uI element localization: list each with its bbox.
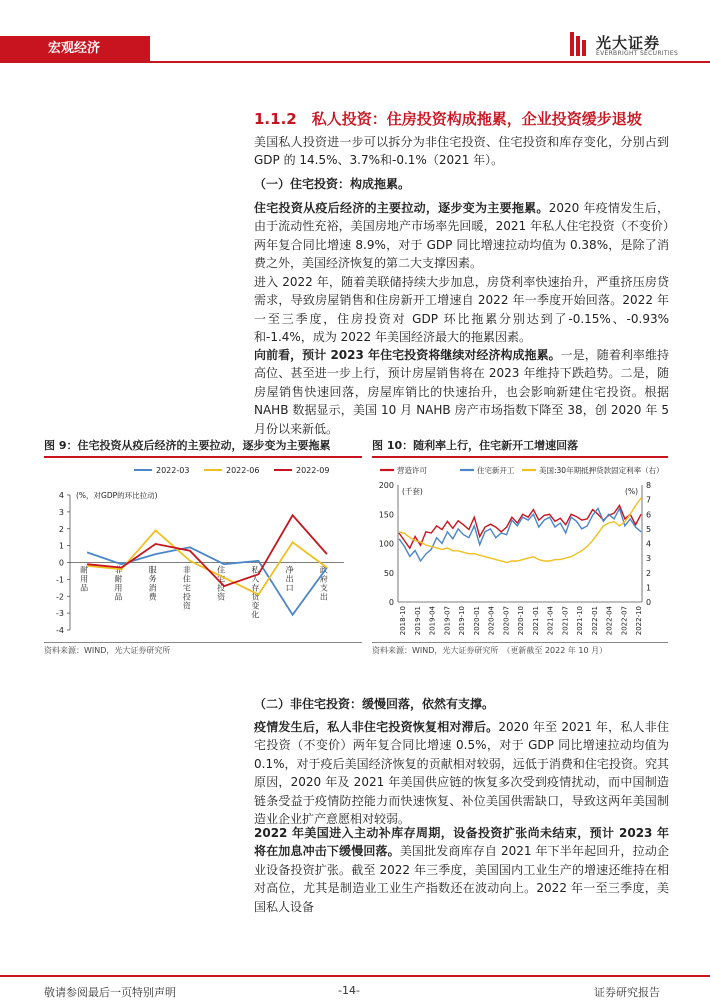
x-tick-label: 2021-04 xyxy=(546,606,555,636)
x-tick-label-char: 宅 xyxy=(182,583,191,593)
figure-9-bottom-rule xyxy=(44,642,362,643)
figure-10-source: 资料来源：WIND，光大证券研究所 （更新截至 2022 年 10 月） xyxy=(372,646,608,655)
subsection-heading-1: （一）住宅投资：构成拖累。 xyxy=(254,177,411,191)
x-tick-label-char: 耐 xyxy=(80,565,89,575)
x-tick-label-char: 住 xyxy=(182,574,191,584)
x-tick-label: 2020-07 xyxy=(502,606,511,636)
figure-10-bottom-rule xyxy=(372,642,668,643)
x-tick-label: 2020-01 xyxy=(472,606,481,636)
x-tick-label-char: 府 xyxy=(319,574,328,584)
x-tick-label-char: 宅 xyxy=(217,574,226,584)
x-tick-label: 2019-01 xyxy=(413,606,422,636)
left-tick-label: 150 xyxy=(378,510,394,520)
section-title: 1.1.2 私人投资：住房投资构成拖累，企业投资缓步退坡 xyxy=(254,110,642,128)
x-tick-label-char: 务 xyxy=(148,574,157,584)
y-tick-label: 4 xyxy=(58,491,64,500)
paragraph-4-body: 2020 年至 2021 年，私人非住宅投资（不变价）两年复合同比增速 0.5%，对于 GDP 同比增速拉动均值为 0.1%，对于疫后美国经济恢复的贡献相对较弱，远低于消费和住宅投资。究其原因，2020 年及 2021 年美国供应链的恢复多次受到疫情扰动，而中国制造链条受益于疫情防控能力而快速恢复、补位美国供需缺口，导致这两年美国制造业企业扩产意愿相对较弱。 xyxy=(254,720,669,827)
x-tick-label: 2018-10 xyxy=(399,606,407,636)
paragraph-1-lead: 住宅投资从疫后经济的主要拉动，逐步变为主要拖累。 xyxy=(254,201,549,215)
right-tick-label: 1 xyxy=(646,583,652,593)
right-axis-label: (%) xyxy=(625,487,638,496)
y-axis-label: (%，对GDP的环比拉动) xyxy=(76,491,158,500)
paragraph-5 xyxy=(254,824,669,916)
y-tick-label: 2 xyxy=(58,524,64,534)
x-tick-label-char: 资 xyxy=(217,592,226,602)
x-tick-label-char: 耐 xyxy=(114,574,123,584)
subsection-heading-2: （二）非住宅投资：缓慢回落，依然有支撑。 xyxy=(254,697,495,711)
series-line xyxy=(399,508,641,561)
right-tick-label: 8 xyxy=(646,481,652,490)
x-tick-label-char: 私 xyxy=(251,565,260,575)
paragraph-1-body: 2020 年疫情发生后，由于流动性充裕，美国房地产市场率先回暖，2021 年私人住宅投资（不变价）两年复合同比增速 8.9%，对于 GDP 同比增速拉动均值为 0.38%，是除了消费之外，美国经济恢复的第二大支撑因素。 xyxy=(254,201,669,271)
logo-subtext: EVERBRIGHT SECURITIES xyxy=(596,50,679,57)
x-tick-label-char: 人 xyxy=(251,574,260,584)
series-line xyxy=(399,498,641,562)
x-tick-label-char: 净 xyxy=(285,565,294,575)
legend-label: 2022-03 xyxy=(156,466,190,475)
x-tick-label-char: 货 xyxy=(251,592,260,602)
x-tick-label-char: 政 xyxy=(319,565,328,575)
right-tick-label: 3 xyxy=(646,554,652,564)
x-tick-label-char: 非 xyxy=(114,565,123,575)
x-tick-label: 2022-04 xyxy=(605,606,614,636)
paragraph-4-lead: 疫情发生后，私人非住宅投资恢复相对滞后。 xyxy=(254,720,499,734)
paragraph-3 xyxy=(254,346,669,438)
y-tick-label: -3 xyxy=(56,609,64,619)
x-tick-label-char: 住 xyxy=(217,565,226,575)
legend-label: 2022-09 xyxy=(296,466,330,475)
x-tick-label-char: 用 xyxy=(80,574,89,584)
right-tick-label: 2 xyxy=(646,568,652,578)
left-tick-label: 200 xyxy=(378,481,394,490)
y-tick-label: 0 xyxy=(58,558,64,568)
legend-label: 2022-06 xyxy=(226,466,260,475)
paragraph-5-body: 美国批发商库存自 2021 年下半年起回升，拉动企业设备投资扩张。截至 2022 年三季度，美国国内工业生产的增速还维持在相对高位，尤其是制造业工业生产指数还在波动向上。2022 年一至三季度，美国私人设备 xyxy=(254,844,669,914)
x-tick-label-char: 支 xyxy=(319,583,328,593)
left-tick-label: 50 xyxy=(383,568,394,578)
footer-disclaimer: 敬请参阅最后一页特别声明 xyxy=(44,986,176,999)
section-tab: 宏观经济 xyxy=(0,36,150,62)
y-tick-label: -1 xyxy=(56,575,64,585)
figure-9-chart xyxy=(44,460,362,640)
right-tick-label: 6 xyxy=(646,510,652,520)
page-number: -14- xyxy=(338,984,360,997)
y-tick-label: -2 xyxy=(56,592,64,602)
figure-9-title: 图 9：住宅投资从疫后经济的主要拉动，逐步变为主要拖累 xyxy=(44,439,331,452)
legend-label: 营造许可 xyxy=(397,466,427,475)
x-tick-label-char: 费 xyxy=(148,592,157,602)
x-tick-label: 2019-04 xyxy=(428,606,437,636)
x-tick-label-char: 资 xyxy=(182,601,191,611)
paragraph-1 xyxy=(254,199,669,273)
x-tick-label-char: 投 xyxy=(217,583,226,593)
x-tick-label: 2022-01 xyxy=(590,606,599,636)
right-tick-label: 5 xyxy=(646,524,652,534)
x-tick-label-char: 品 xyxy=(114,592,123,602)
x-tick-label-char: 出 xyxy=(319,592,328,602)
x-tick-label: 2019-07 xyxy=(443,606,452,636)
logo-mark-icon xyxy=(570,32,590,56)
x-tick-label-char: 消 xyxy=(148,583,157,593)
figure-10-chart xyxy=(372,460,668,640)
x-tick-label: 2022-07 xyxy=(620,606,629,636)
x-tick-label-char: 出 xyxy=(285,574,294,584)
x-tick-label: 2021-07 xyxy=(561,606,570,636)
right-tick-label: 7 xyxy=(646,495,652,505)
x-tick-label: 2021-01 xyxy=(531,606,540,636)
x-tick-label-char: 用 xyxy=(114,583,123,593)
legend-label: 美国:30年期抵押贷款固定利率（右） xyxy=(539,466,664,475)
paragraph-5-lead: 2022 年美国进入主动补库存周期，设备投资扩张尚未结束，预计 2023 年将在加息冲击下缓慢回落。 xyxy=(254,826,669,859)
x-tick-label-char: 服 xyxy=(148,565,157,575)
x-tick-label-char: 投 xyxy=(182,592,191,602)
x-tick-label: 2020-10 xyxy=(517,606,525,636)
intro-paragraph: 美国私人投资进一步可以拆分为非住宅投资、住宅投资和库存变化，分别占到GDP 的 14.5%、3.7%和-0.1%（2021 年）。 xyxy=(254,135,669,168)
x-tick-label: 2020-04 xyxy=(487,606,496,636)
x-tick-label: 2019-10 xyxy=(458,606,466,636)
logo xyxy=(570,30,690,60)
x-tick-label-char: 品 xyxy=(80,583,89,593)
header-rule xyxy=(0,61,710,63)
logo-text: 光大证券 xyxy=(596,34,661,52)
x-tick-label: 2022-10 xyxy=(635,606,643,636)
left-axis-label: (千套) xyxy=(402,487,423,496)
right-tick-label: 4 xyxy=(646,539,652,549)
paragraph-3-body: 一是，随着利率维持高位、甚至进一步上行，预计房屋销售将在 2023 年维持下跌趋势。二是，随房屋销售快速回落，房屋库销比的快速抬升，也会影响新建住宅投资。根据 NAHB 数据显示，美国 10 月 NAHB 房产市场指数下降至 38，创 2020 年 5 月份以来新低。 xyxy=(254,348,669,436)
footer-rule xyxy=(0,975,710,977)
x-tick-label-char: 化 xyxy=(251,610,260,620)
y-tick-label: 3 xyxy=(58,507,64,517)
figure-10-rule xyxy=(372,456,668,458)
right-tick-label: 0 xyxy=(646,598,652,607)
x-tick-label-char: 存 xyxy=(251,583,260,593)
y-tick-label: 1 xyxy=(58,541,64,551)
x-tick-label-char: 口 xyxy=(285,583,294,593)
x-tick-label-char: 非 xyxy=(182,565,191,575)
paragraph-2: 进入 2022 年，随着美联储持续大步加息，房贷利率快速抬升，严重挤压房贷需求，导致房屋销售和住房新开工增速自 2022 年一季度开始回落。2022 年一至三季度，住房投资对 GDP 环比拖累分别达到了-0.15%、-0.93%和-1.4%，成为 2022 年美国经济最大的拖累因素。 xyxy=(254,275,669,345)
y-tick-label: -4 xyxy=(56,626,64,635)
paragraph-4 xyxy=(254,718,669,828)
x-tick-label-char: 变 xyxy=(251,601,260,611)
left-tick-label: 0 xyxy=(388,598,394,607)
paragraph-3-lead: 向前看，预计 2023 年住宅投资将继续对经济构成拖累。 xyxy=(254,348,561,362)
footer-report-type: 证券研究报告 xyxy=(594,986,660,999)
legend-label: 住宅新开工 xyxy=(477,466,515,475)
figure-10-title: 图 10：随利率上行，住宅新开工增速回落 xyxy=(372,439,579,452)
x-tick-label: 2021-10 xyxy=(576,606,584,636)
left-tick-label: 100 xyxy=(378,539,394,549)
figure-9-rule xyxy=(44,456,362,458)
figure-9-source: 资料来源：WIND，光大证券研究所 xyxy=(44,646,171,655)
